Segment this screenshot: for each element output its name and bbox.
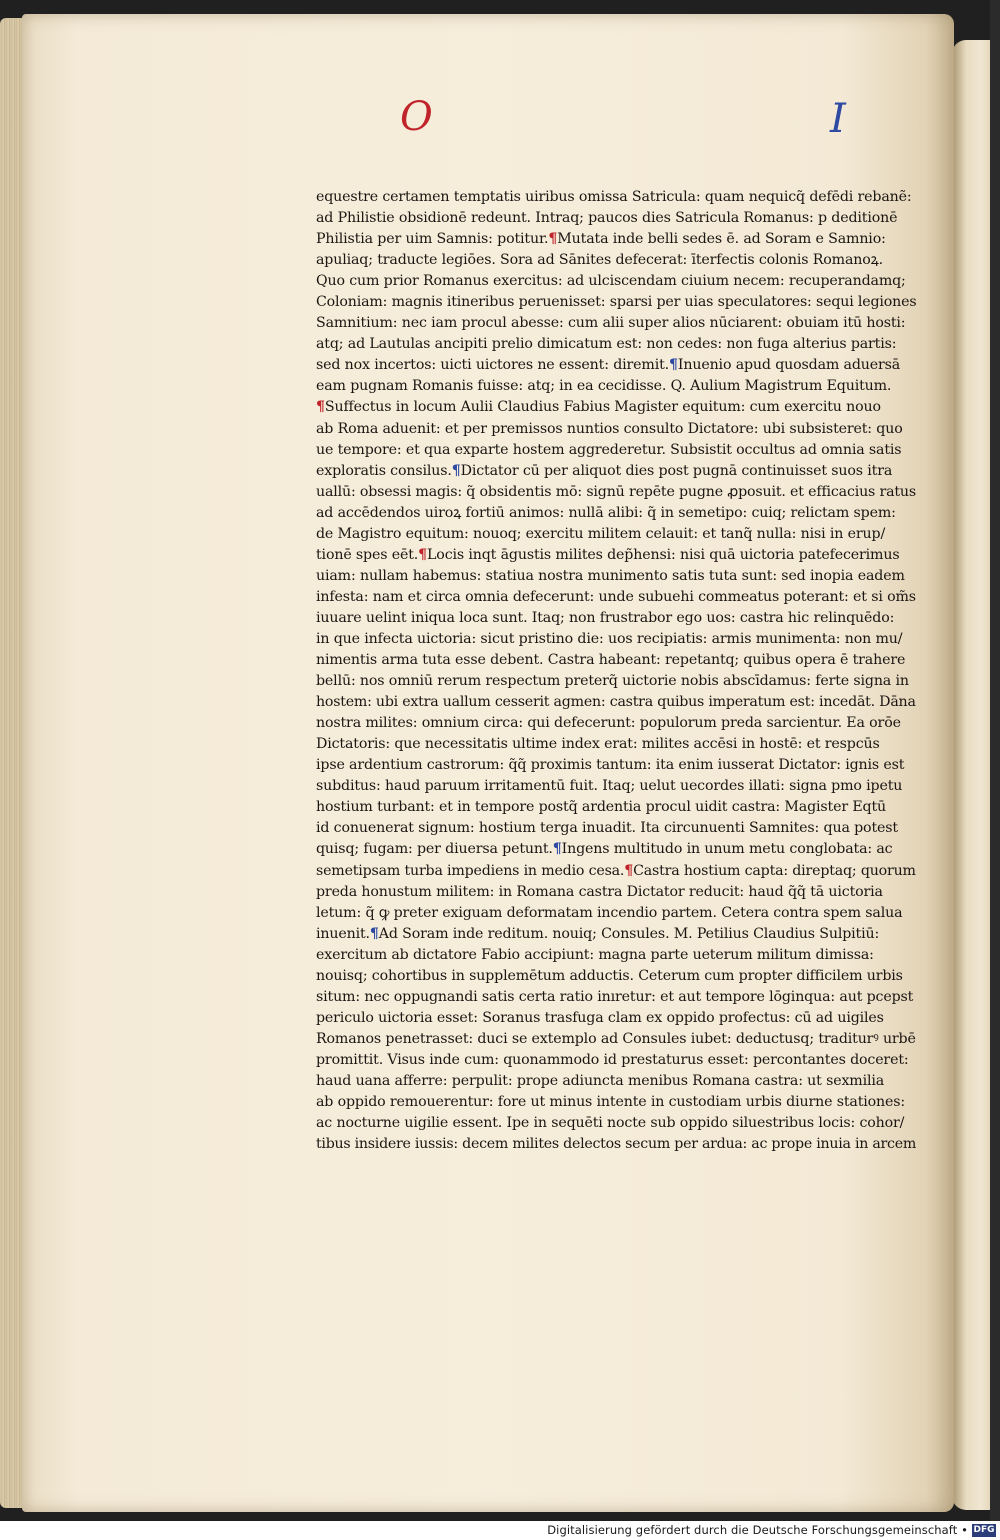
rubric-initial-left: O (400, 94, 433, 140)
text-segment: iuuare uelint iniqua loca sunt. Itaq; non frustrabor ego uos: castra hic relinquēdo: (316, 609, 895, 626)
text-segment: Suffectus in locum Aulii Claudius Fabius Magister equitum: cum exercitu nouo (324, 399, 881, 416)
text-line (316, 187, 916, 208)
text-segment: ab oppido remouerentur: fore ut minus intente in custodiam urbis diurne stationes: (316, 1094, 906, 1111)
text-segment: Locis inqt āgustis milites dep̃hensi: nisi quā uictoria patefecerimus (427, 546, 900, 563)
text-line (316, 1134, 916, 1155)
text-line (316, 440, 916, 461)
text-line (316, 650, 916, 671)
text-segment: Philistia per uim Samnis: potitur. (316, 231, 549, 248)
text-segment: hostem: ubi extra uallum cesserit agmen: castra quibus imperatum est: incedāt. Dāna (316, 694, 916, 711)
text-segment: Castra hostium capta: direptaq; quorum (633, 862, 916, 879)
text-segment: tionē spes eēt. (316, 546, 419, 563)
red-paragraph-mark-icon: ¶ (418, 546, 428, 563)
text-segment: Dictator cū per aliquot dies post pugnā continuisset suos itra (460, 462, 893, 479)
text-line (316, 397, 916, 418)
text-line (316, 1050, 916, 1071)
text-line (316, 692, 916, 713)
text-segment: Dictatoris: que necessitatis ultime index erat: milites accēsi in hostē: et respcūs (316, 736, 880, 753)
text-line (316, 250, 916, 271)
text-line (316, 1029, 916, 1050)
text-segment: quisq; fugam: per diuersa petunt. (316, 841, 553, 858)
text-line (316, 945, 916, 966)
scan-border (990, 0, 1000, 1540)
text-segment: apuliaq; traducte legiōes. Sora ad Sānites defecerat: īterfectis colonis Romanoꝝ. (316, 252, 884, 269)
text-segment: id conuenerat signum: hostium terga inuadit. Ita circunuenti Samnites: qua potest (316, 820, 898, 837)
text-segment: ac nocturne uigilie essent. Ipe in sequēti nocte sub oppido siluestribus locis: cohor/ (316, 1115, 905, 1132)
text-line (316, 1008, 916, 1029)
text-segment: atq; ad Lautulas ancipiti prelio dimicatum est: non cedes: non fuga alterius partis: (316, 336, 897, 353)
text-line (316, 861, 916, 882)
text-line (316, 1113, 916, 1134)
text-column (316, 187, 916, 1155)
text-segment: exercitum ab dictatore Fabio accipiunt: magna parte ueterum militum dimissa: (316, 946, 874, 963)
text-line (316, 755, 916, 776)
text-segment: periculo uictoria esset: Soranus trasfuga clam ex oppido profectus: cū ad uigiles (316, 1009, 884, 1026)
footer-credit: Digitalisierung gefördert durch die Deutsche Forschungsgemeinschaft • (547, 1523, 968, 1537)
text-segment: ad accēdendos uiroꝝ fortiū animos: nullā alibi: q̃ in semetipo: cuiq; relictam spem: (316, 504, 896, 521)
text-line (316, 461, 916, 482)
text-segment: nostra milites: omnium circa: qui defecerunt: populorum preda sarcientur. Ea orōe (316, 715, 901, 732)
text-segment: Romanos penetrasset: duci se extemplo ad Consules iubet: deductusq; traditurꝰ urbē (316, 1030, 916, 1047)
text-line (316, 587, 916, 608)
text-segment: preda honustum militem: in Romana castra Dictator reducit: haud q̃q̃ tā uictoria (316, 883, 883, 900)
text-segment: Quo cum prior Romanus exercitus: ad ulciscendam ciuium necem: recuperandamq; (316, 273, 906, 290)
footer-bar (0, 1521, 1000, 1540)
text-line (316, 776, 916, 797)
text-line (316, 713, 916, 734)
text-segment: ue tempore: et qua exparte hostem aggrederetur. Subsistit occultus ad omnia satis (316, 441, 902, 458)
text-line (316, 839, 916, 860)
text-line (316, 671, 916, 692)
text-line (316, 734, 916, 755)
text-line (316, 229, 916, 250)
red-paragraph-mark-icon: ¶ (624, 862, 634, 879)
text-line (316, 608, 916, 629)
text-segment: uiam: nullam habemus: statiua nostra munimento satis tuta sunt: sed inopia eadem (316, 567, 905, 584)
text-segment: letum: q̃ ꝙ preter exiguam deformatam incendio partem. Cetera contra spem salua (316, 904, 903, 921)
red-paragraph-mark-icon: ¶ (548, 231, 558, 248)
blue-paragraph-mark-icon: ¶ (669, 357, 678, 374)
text-segment: equestre certamen temptatis uiribus omissa Satricula: quam nequicq̃ defēdi rebanẽ: (316, 189, 912, 205)
text-line (316, 503, 916, 524)
text-line (316, 334, 916, 355)
text-segment: sed nox incertos: uicti uictores ne essent: diremit. (316, 357, 669, 374)
text-segment: eam pugnam Romanis fuisse: atq; in ea cecidisse. Q. Aulium Magistrum Equitum. (316, 378, 892, 395)
text-segment: hostium turbant: et in tempore postq̃ ardentia procul uidit castra: Magister Eqtū (316, 799, 887, 816)
text-line (316, 903, 916, 924)
text-segment: ad Philistie obsidionē redeunt. Intraq; paucos dies Satricula Romanus: p deditionē (316, 210, 898, 227)
text-line (316, 419, 916, 440)
text-line (316, 292, 916, 313)
text-segment: tibus insidere iussis: decem milites delectos secum per ardua: ac prope inuia in arcem (316, 1136, 916, 1153)
text-line (316, 376, 916, 397)
text-segment: Inuenio apud quosdam aduersā (677, 357, 901, 374)
text-segment: Samnitium: nec iam procul abesse: cum alii super alios nūciarent: obuiam itū hosti: (316, 315, 906, 332)
text-line (316, 987, 916, 1008)
blue-paragraph-mark-icon: ¶ (369, 925, 379, 942)
text-segment: ipse ardentium castrorum: q̃q̃ proximis tantum: ita enim iusserat Dictator: ignis est (316, 757, 905, 774)
text-segment: inuenit. (316, 925, 370, 942)
text-segment: semetipsam turba impediens in medio cesa. (316, 862, 625, 879)
text-segment: Ingens multitudo in unum metu conglobata: ac (561, 841, 893, 858)
text-line (316, 313, 916, 334)
text-segment: in que infecta uictoria: sicut pristino die: uos recipiatis: armis munimenta: non mu/ (316, 630, 903, 647)
text-line (316, 882, 916, 903)
text-segment: promittit. Visus inde cum: quonammodo id prestaturus esset: percontantes doceret: (316, 1051, 909, 1068)
dfg-logo: DFG (973, 1525, 995, 1535)
text-line (316, 524, 916, 545)
text-segment: ab Roma aduenit: et per premissos nuntios consulto Dictatore: ubi subsisteret: quo (316, 420, 903, 437)
text-line (316, 208, 916, 229)
text-segment: subditus: haud paruum irritamentū fuit. Itaq; uelut uecordes illati: signa pmo ipetu (316, 778, 903, 795)
text-line (316, 482, 916, 503)
text-segment: nouisq; cohortibus in supplemētum adductis. Ceterum cum propter difficilem urbis (316, 967, 903, 984)
text-segment: exploratis consilus. (316, 462, 452, 479)
text-line (316, 355, 916, 376)
text-line (316, 818, 916, 839)
text-segment: haud uana afferre: perpulit: prope adiuncta menibus Romana castra: ut sexmilia (316, 1072, 885, 1089)
red-paragraph-mark-icon: ¶ (316, 399, 325, 416)
text-segment: de Magistro equitum: nouoq; exercitu militem celauit: et tanq̃ nulla: nisi in erup/ (316, 525, 886, 542)
text-segment: nimentis arma tuta esse debent. Castra habeant: repetantq; quibus opera ē trahere (316, 652, 906, 669)
text-segment: uallū: obsessi magis: q̃ obsidentis mō: signū repēte pugne ꝓposuit. et efficacius ratus (316, 483, 916, 500)
text-segment: Mutata inde belli sedes ē. ad Soram e Samnio: (557, 231, 886, 248)
text-line (316, 566, 916, 587)
text-line (316, 629, 916, 650)
text-segment: Coloniam: magnis itineribus peruenisset: sparsi per uias speculatores: sequi legiones (316, 294, 916, 311)
text-segment: bellū: nos omniū rerum respectum preterq̃ uictorie nobis abscīdamus: ferte signa in (316, 673, 909, 690)
rubric-initial-right: I (830, 96, 846, 142)
blue-paragraph-mark-icon: ¶ (451, 462, 461, 479)
text-line (316, 545, 916, 566)
text-segment: infesta: nam et circa omnia defecerunt: unde subuehi commeatus poterant: et si om̃s (316, 588, 916, 605)
text-line (316, 271, 916, 292)
text-segment: Ad Soram inde reditum. nouiq; Consules. M. Petilius Claudius Sulpitiū: (378, 925, 880, 942)
text-line (316, 1092, 916, 1113)
text-line (316, 797, 916, 818)
text-line (316, 924, 916, 945)
text-line (316, 1071, 916, 1092)
blue-paragraph-mark-icon: ¶ (552, 841, 562, 858)
text-segment: situm: nec oppugnandi satis certa ratio inıretur: et aut tempore lōginqua: aut pcepst (316, 988, 914, 1005)
text-line (316, 966, 916, 987)
